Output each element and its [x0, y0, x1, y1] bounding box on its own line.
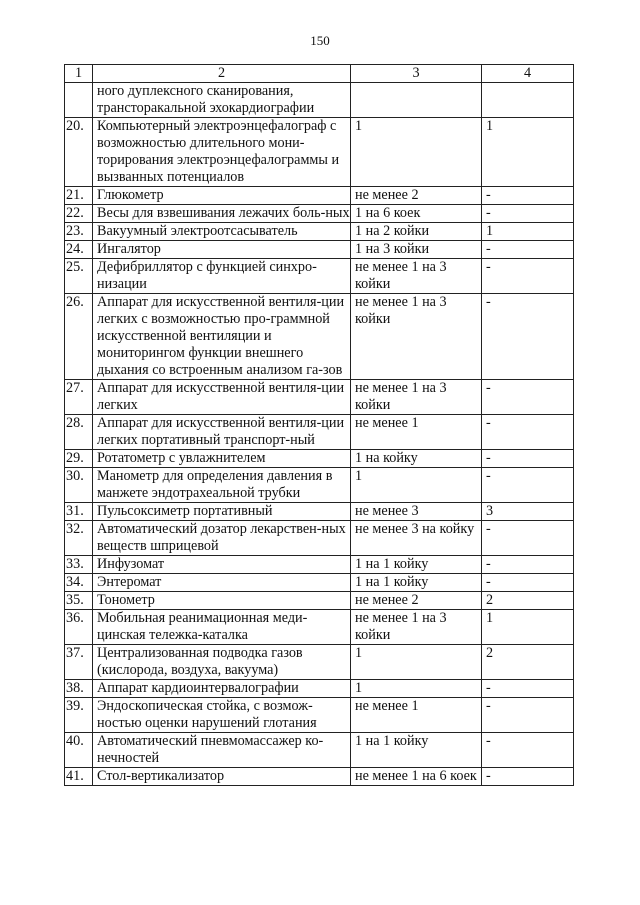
quantity	[351, 83, 482, 118]
row-number: 21.	[65, 187, 93, 205]
quantity: 1 на 3 койки	[351, 241, 482, 259]
equipment-name: Аппарат кардиоинтервалографии	[93, 680, 351, 698]
equipment-name: Весы для взвешивания лежачих боль-ных	[93, 205, 351, 223]
quantity: не менее 1 на 3 койки	[351, 294, 482, 380]
equipment-name: ного дуплексного сканирования, трансторакальной эхокардиографии	[93, 83, 351, 118]
extra-quantity: -	[482, 415, 574, 450]
row-number: 32.	[65, 521, 93, 556]
row-number: 26.	[65, 294, 93, 380]
equipment-name: Тонометр	[93, 592, 351, 610]
row-number: 33.	[65, 556, 93, 574]
equipment-name: Мобильная реанимационная меди-цинская тележка-каталка	[93, 610, 351, 645]
extra-quantity: -	[482, 241, 574, 259]
quantity: не менее 2	[351, 592, 482, 610]
row-number: 38.	[65, 680, 93, 698]
row-number: 29.	[65, 450, 93, 468]
equipment-name: Ротатометр с увлажнителем	[93, 450, 351, 468]
row-number: 24.	[65, 241, 93, 259]
quantity: не менее 3	[351, 503, 482, 521]
row-number: 37.	[65, 645, 93, 680]
table-row	[65, 733, 574, 768]
extra-quantity: -	[482, 521, 574, 556]
table-row	[65, 468, 574, 503]
table-row	[65, 645, 574, 680]
equipment-name: Энтеромат	[93, 574, 351, 592]
row-number: 20.	[65, 118, 93, 187]
quantity: 1 на 2 койки	[351, 223, 482, 241]
extra-quantity	[482, 83, 574, 118]
row-number: 30.	[65, 468, 93, 503]
table-row	[65, 610, 574, 645]
equipment-name: Ингалятор	[93, 241, 351, 259]
table-row	[65, 223, 574, 241]
equipment-name: Стол-вертикализатор	[93, 768, 351, 786]
extra-quantity: 2	[482, 645, 574, 680]
extra-quantity: -	[482, 733, 574, 768]
row-number: 31.	[65, 503, 93, 521]
extra-quantity: -	[482, 680, 574, 698]
table-row	[65, 521, 574, 556]
equipment-name: Аппарат для искусственной вентиля-ции легких с возможностью про-граммной искусственной вентиляции и мониторингом функции внешнего дыхания со встроенным анализом га-зов	[93, 294, 351, 380]
row-number: 39.	[65, 698, 93, 733]
extra-quantity: 1	[482, 118, 574, 187]
equipment-name: Аппарат для искусственной вентиля-ции легких	[93, 380, 351, 415]
row-number: 41.	[65, 768, 93, 786]
header-col-4: 4	[482, 65, 574, 83]
row-number	[65, 83, 93, 118]
quantity: 1 на койку	[351, 450, 482, 468]
equipment-name: Централизованная подводка газов (кислорода, воздуха, вакуума)	[93, 645, 351, 680]
equipment-name: Автоматический пневмомассажер ко-нечностей	[93, 733, 351, 768]
extra-quantity: -	[482, 574, 574, 592]
quantity: не менее 1 на 6 коек	[351, 768, 482, 786]
equipment-name: Аппарат для искусственной вентиля-ции легких портативный транспорт-ный	[93, 415, 351, 450]
quantity: не менее 1	[351, 698, 482, 733]
quantity: 1 на 1 койку	[351, 574, 482, 592]
row-number: 40.	[65, 733, 93, 768]
extra-quantity: -	[482, 450, 574, 468]
row-number: 27.	[65, 380, 93, 415]
extra-quantity: 1	[482, 223, 574, 241]
header-col-3: 3	[351, 65, 482, 83]
table-row	[65, 118, 574, 187]
extra-quantity: -	[482, 556, 574, 574]
extra-quantity: 1	[482, 610, 574, 645]
equipment-name: Пульсоксиметр портативный	[93, 503, 351, 521]
equipment-name: Вакуумный электроотсасыватель	[93, 223, 351, 241]
extra-quantity: -	[482, 468, 574, 503]
table-row	[65, 680, 574, 698]
quantity: не менее 1 на 3 койки	[351, 610, 482, 645]
table-row	[65, 556, 574, 574]
extra-quantity: -	[482, 768, 574, 786]
quantity: не менее 3 на койку	[351, 521, 482, 556]
equipment-name: Эндоскопическая стойка, с возмож-ностью оценки нарушений глотания	[93, 698, 351, 733]
quantity: не менее 1 на 3 койки	[351, 259, 482, 294]
row-number: 35.	[65, 592, 93, 610]
extra-quantity: -	[482, 380, 574, 415]
table-body	[65, 83, 574, 786]
quantity: не менее 1 на 3 койки	[351, 380, 482, 415]
table-row	[65, 415, 574, 450]
equipment-name: Автоматический дозатор лекарствен-ных веществ шприцевой	[93, 521, 351, 556]
page-number: 150	[310, 33, 330, 48]
extra-quantity: -	[482, 698, 574, 733]
table-row	[65, 450, 574, 468]
equipment-table	[64, 64, 574, 786]
table-header-row	[65, 65, 574, 83]
quantity: не менее 2	[351, 187, 482, 205]
table-row	[65, 380, 574, 415]
quantity: 1	[351, 118, 482, 187]
row-number: 22.	[65, 205, 93, 223]
quantity: 1 на 6 коек	[351, 205, 482, 223]
quantity: 1	[351, 645, 482, 680]
row-number: 36.	[65, 610, 93, 645]
extra-quantity: -	[482, 259, 574, 294]
row-number: 23.	[65, 223, 93, 241]
table-row	[65, 259, 574, 294]
table-row	[65, 768, 574, 786]
table-row	[65, 698, 574, 733]
table-row	[65, 574, 574, 592]
equipment-name: Инфузомат	[93, 556, 351, 574]
quantity: не менее 1	[351, 415, 482, 450]
table-row	[65, 205, 574, 223]
header-col-2: 2	[93, 65, 351, 83]
table-row	[65, 83, 574, 118]
row-number: 34.	[65, 574, 93, 592]
quantity: 1	[351, 680, 482, 698]
quantity: 1 на 1 койку	[351, 556, 482, 574]
extra-quantity: -	[482, 294, 574, 380]
extra-quantity: 2	[482, 592, 574, 610]
table-row	[65, 241, 574, 259]
equipment-name: Компьютерный электроэнцефалограф с возможностью длительного мони-торирования электроэнцефалограммы и вызванных потенциалов	[93, 118, 351, 187]
quantity: 1	[351, 468, 482, 503]
quantity: 1 на 1 койку	[351, 733, 482, 768]
equipment-name: Манометр для определения давления в манжете эндотрахеальной трубки	[93, 468, 351, 503]
row-number: 25.	[65, 259, 93, 294]
table-row	[65, 503, 574, 521]
equipment-name: Дефибриллятор с функцией синхро-низации	[93, 259, 351, 294]
extra-quantity: -	[482, 205, 574, 223]
row-number: 28.	[65, 415, 93, 450]
extra-quantity: -	[482, 187, 574, 205]
extra-quantity: 3	[482, 503, 574, 521]
table-row	[65, 294, 574, 380]
equipment-name: Глюкометр	[93, 187, 351, 205]
table-row	[65, 187, 574, 205]
header-col-1: 1	[65, 65, 93, 83]
table-row	[65, 592, 574, 610]
